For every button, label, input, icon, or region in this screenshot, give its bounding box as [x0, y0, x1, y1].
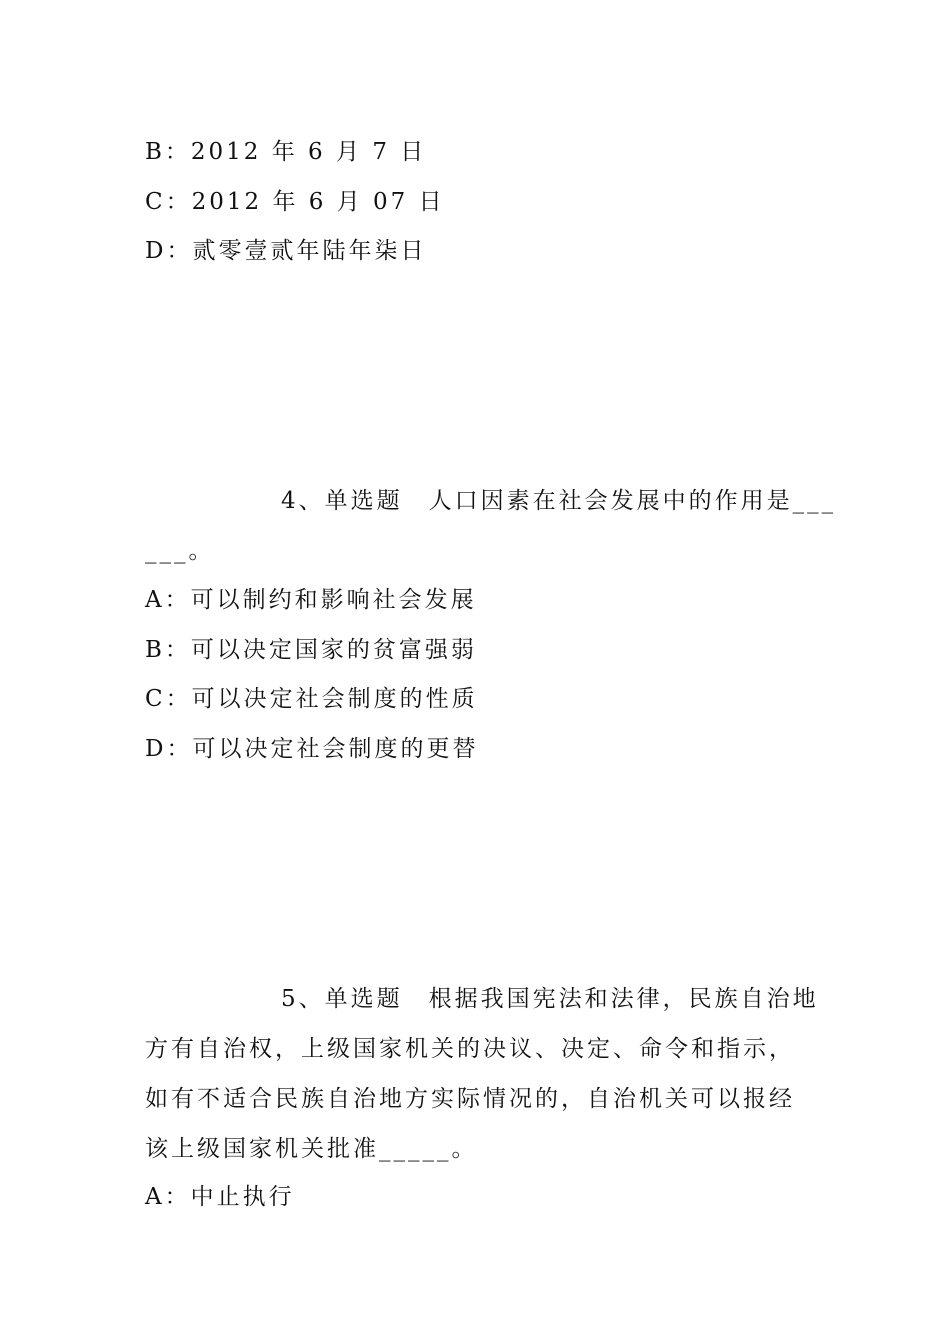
q3-option-b: B：2012 年 6 月 7 日 [145, 139, 427, 165]
q4-stem-line-2: ___。 [145, 538, 215, 564]
q5-stem-line-4: 该上级国家机关批准_____。 [145, 1136, 478, 1162]
q4-stem-line-1: 4、单选题 人口因素在社会发展中的作用是___ [281, 488, 837, 514]
q5-stem [145, 984, 819, 1164]
q4-option-a: A：可以制约和影响社会发展 [145, 587, 477, 613]
q4-option-c: C：可以决定社会制度的性质 [145, 686, 478, 712]
q4-option-b: B：可以决定国家的贫富强弱 [145, 637, 477, 663]
q5-option-a: A：中止执行 [145, 1184, 295, 1210]
q3-option-d: D：贰零壹贰年陆年柒日 [145, 238, 427, 264]
q3-option-c: C：2012 年 6 月 07 日 [145, 189, 445, 215]
q5-stem-line-1: 5、单选题 根据我国宪法和法律，民族自治地 [281, 986, 819, 1012]
q4-option-d: D：可以决定社会制度的更替 [145, 736, 479, 762]
q4-stem [145, 486, 837, 566]
q5-stem-line-2: 方有自治权，上级国家机关的决议、决定、命令和指示， [145, 1036, 795, 1062]
q5-stem-line-3: 如有不适合民族自治地方实际情况的，自治机关可以报经 [145, 1086, 795, 1112]
